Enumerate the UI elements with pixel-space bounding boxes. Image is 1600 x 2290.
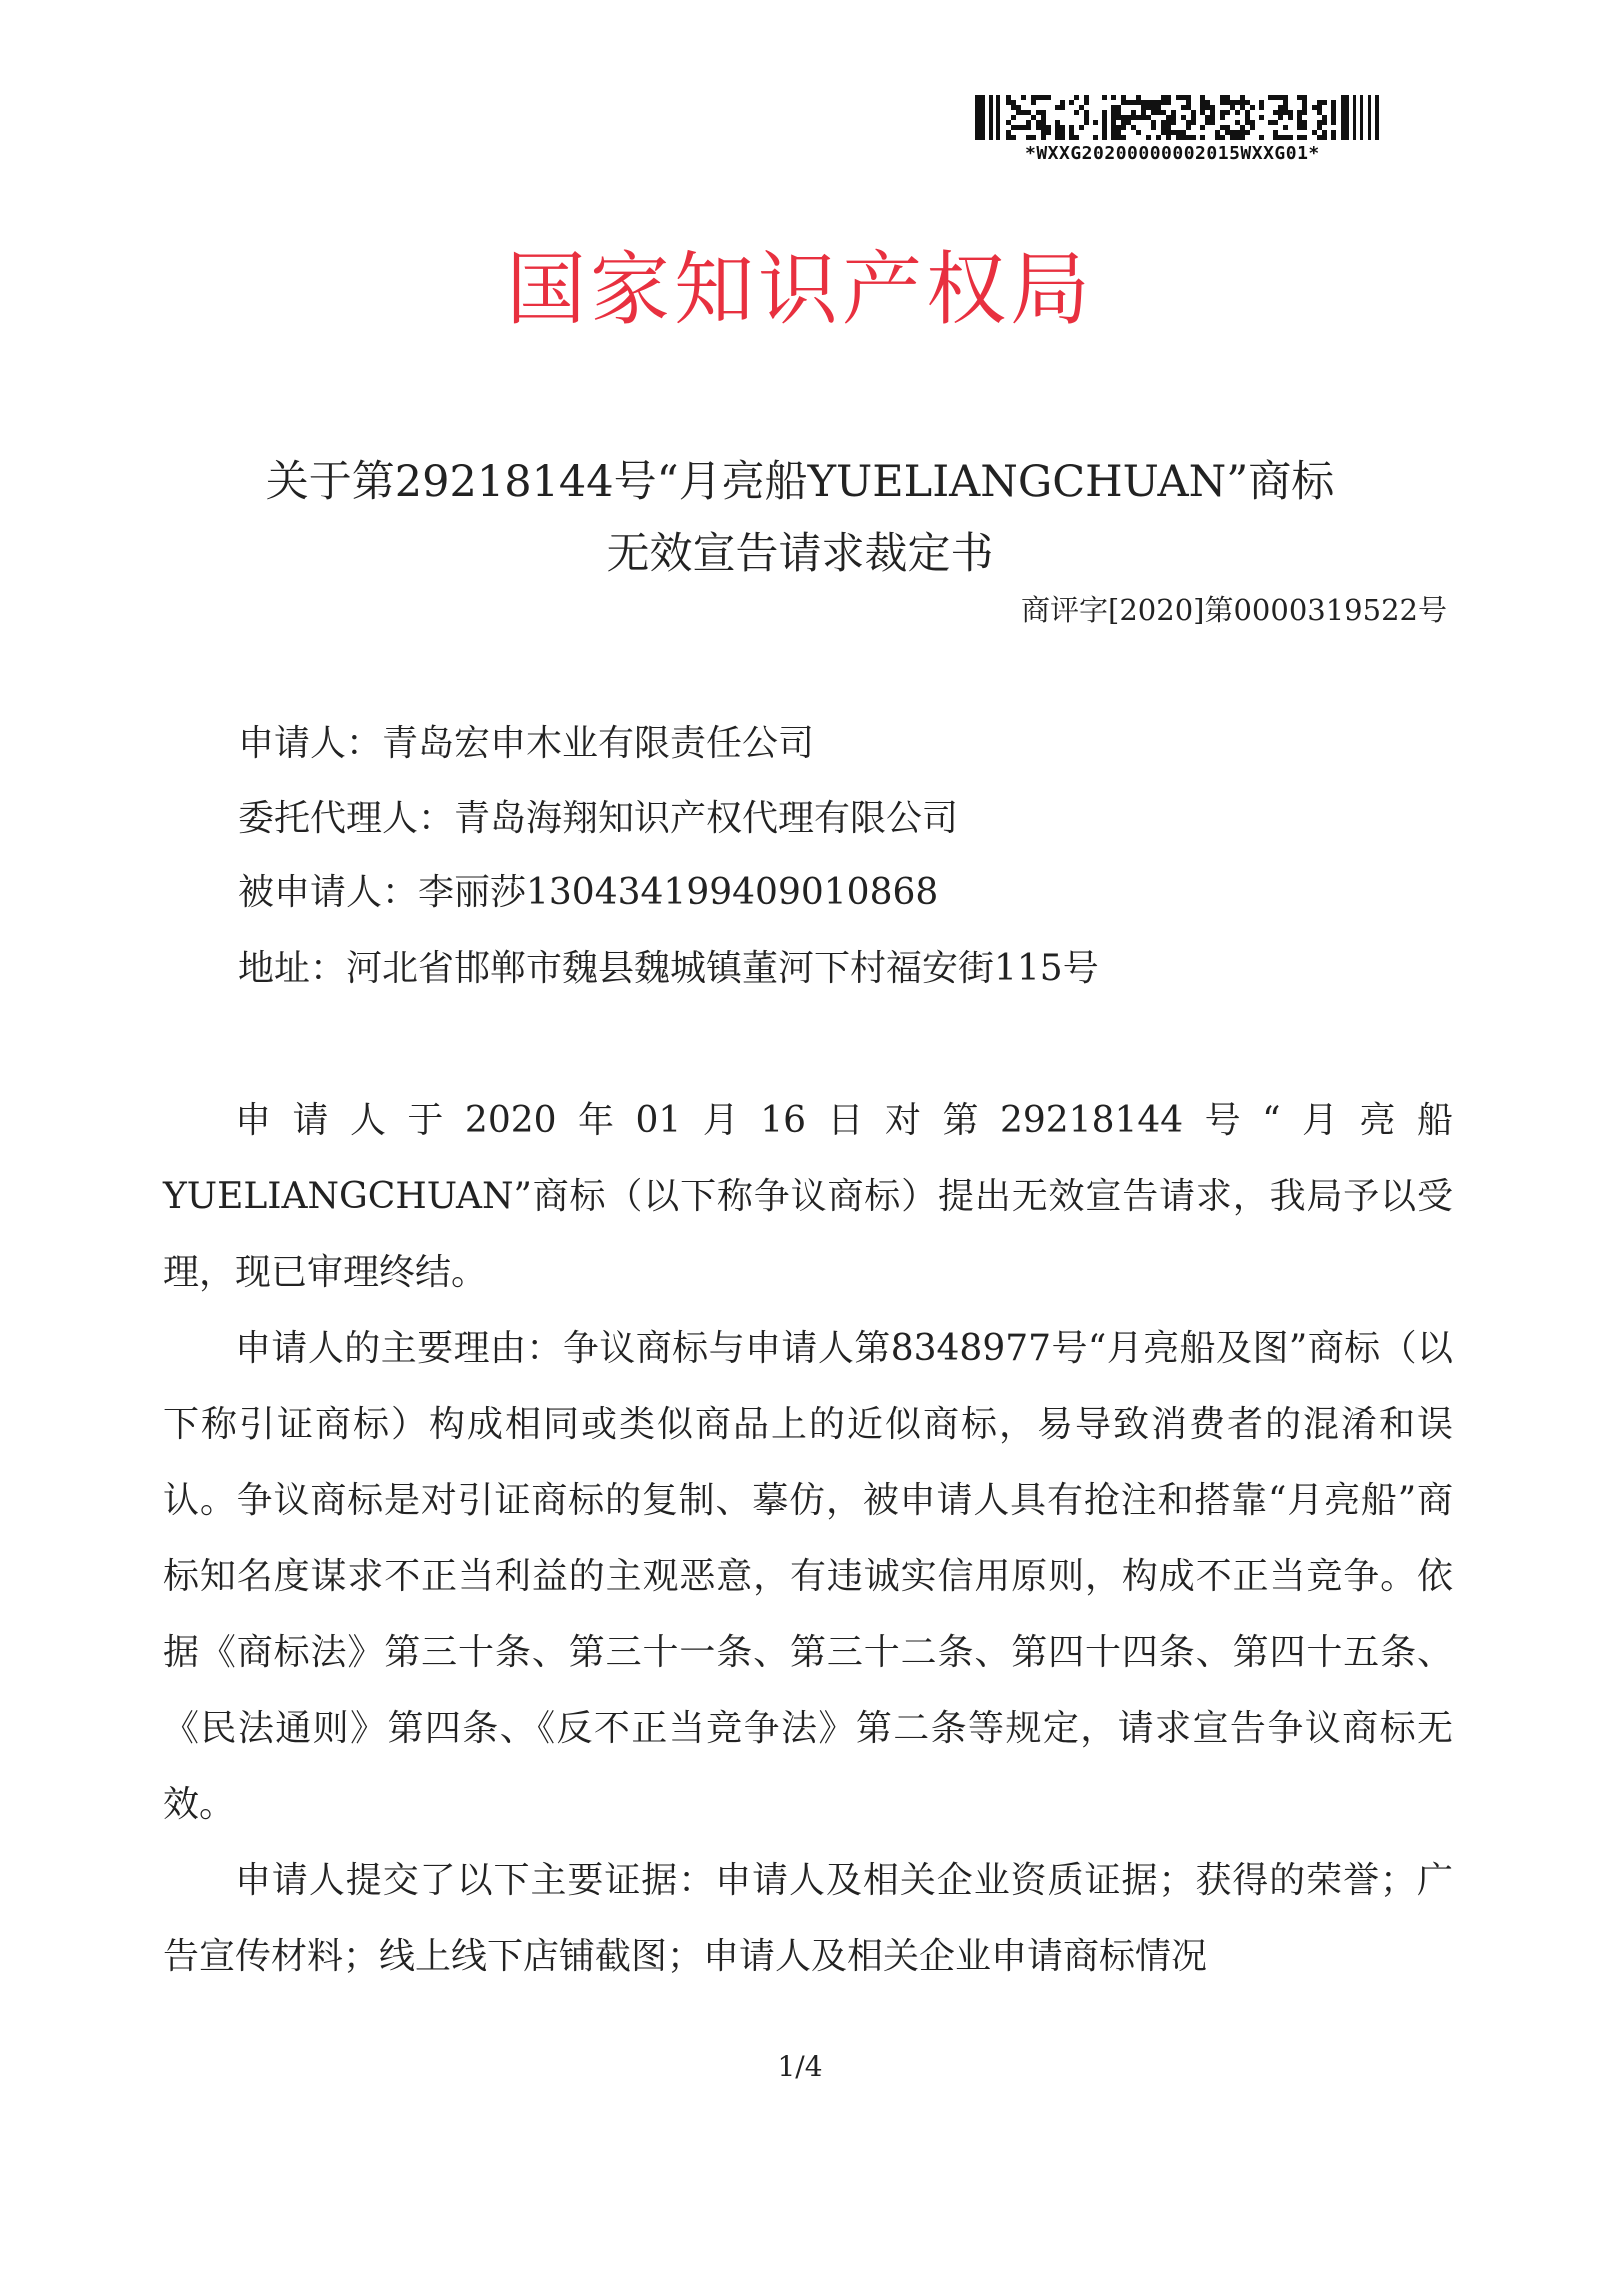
page-number: 1/4 bbox=[777, 2050, 823, 2083]
address-line: 地址：河北省邯郸市魏县魏城镇董河下村福安街115号 bbox=[238, 948, 1099, 989]
document-number: 商评字[2020]第0000319522号 bbox=[1021, 593, 1447, 627]
agency-header: 国家知识产权局 bbox=[506, 243, 1094, 336]
document-title-line1: 关于第29218144号“月亮船YUELIANGCHUAN”商标 bbox=[265, 457, 1335, 507]
agent-line: 委托代理人：青岛海翔知识产权代理有限公司 bbox=[238, 798, 959, 839]
barcode-text: *WXXG20200000002015WXXG01* bbox=[1025, 143, 1320, 164]
paragraph-2: 申请人的主要理由：争议商标与申请人第8348977号“月亮船及图”商标（以下称引证商标）构成相同或类似商品上的近似商标，易导致消费者的混淆和误认。争议商标是对引证商标的复制、摹仿，被申请人具有抢注和搭靠“月亮船”商标知名度谋求不正当利益的主观恶意，有违诚实信用原则，构成不正当竞争。依据《商标法》第三十条、第三十一条、第三十二条、第四十四条、第四十五条、《民法通则》第四条、《反不正当竞争法》第二条等规定，请求宣告争议商标无效。 bbox=[163, 1328, 1453, 1825]
paragraph-3: 申请人提交了以下主要证据：申请人及相关企业资质证据；获得的荣誉；广告宣传材料；线上线下店铺截图；申请人及相关企业申请商标情况 bbox=[163, 1860, 1453, 1977]
respondent-line: 被申请人：李丽莎130434199409010868 bbox=[238, 872, 939, 913]
applicant-line: 申请人：青岛宏申木业有限责任公司 bbox=[238, 723, 815, 764]
document-title-line2: 无效宣告请求裁定书 bbox=[606, 529, 994, 579]
body-text bbox=[163, 1083, 1453, 1995]
barcode bbox=[975, 95, 1385, 140]
paragraph-1: 申请人于2020年01月16日对第29218144号“月亮船YUELIANGCHUAN”商标（以下称争议商标）提出无效宣告请求，我局予以受理，现已审理终结。 bbox=[163, 1100, 1453, 1293]
